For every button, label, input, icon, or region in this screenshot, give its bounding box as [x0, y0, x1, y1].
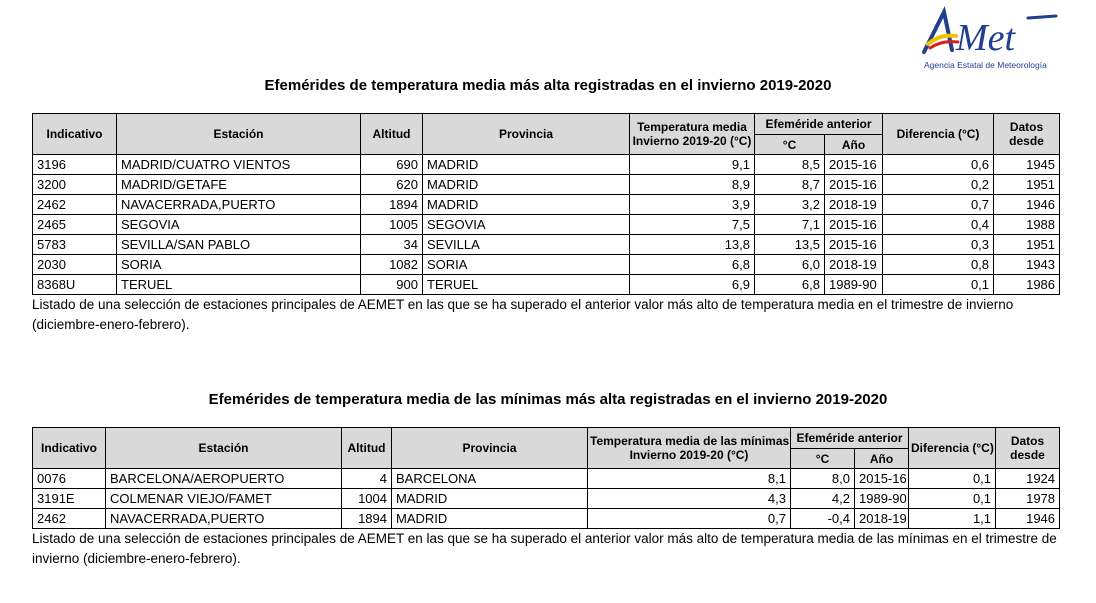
cell-datos-desde: 1945: [994, 155, 1060, 175]
cell-diferencia: 0,1: [909, 469, 996, 489]
cell-indicativo: 5783: [33, 235, 117, 255]
col-altitud: Altitud: [361, 114, 423, 155]
table-row: [33, 275, 1060, 295]
table-row: [33, 215, 1060, 235]
cell-efemeride-anio: 2018-19: [825, 195, 883, 215]
cell-datos-desde: 1951: [994, 235, 1060, 255]
cell-efemeride-anio: 2015-16: [825, 175, 883, 195]
cell-efemeride-anio: 1989-90: [855, 489, 909, 509]
cell-provincia: MADRID: [423, 175, 630, 195]
cell-diferencia: 0,2: [883, 175, 994, 195]
aemet-logo-mark: [916, 4, 1066, 64]
cell-efemeride-anio: 2015-16: [825, 235, 883, 255]
cell-diferencia: 0,1: [883, 275, 994, 295]
cell-indicativo: 3191E: [33, 489, 106, 509]
cell-efemeride-anio: 2015-16: [855, 469, 909, 489]
table-row: [33, 175, 1060, 195]
col-diferencia: Diferencia (°C): [883, 114, 994, 155]
aemet-logo: [916, 4, 1066, 70]
cell-altitud: 1005: [361, 215, 423, 235]
col-datos-line1: Datos: [1010, 434, 1045, 448]
col-temperatura-line1: Temperatura media: [637, 120, 747, 134]
col-efemeride-anio: Año: [825, 135, 883, 155]
cell-efemeride-c: 8,5: [755, 155, 825, 175]
cell-efemeride-anio: 2015-16: [825, 215, 883, 235]
cell-provincia: TERUEL: [423, 275, 630, 295]
cell-datos-desde: 1943: [994, 255, 1060, 275]
cell-altitud: 1004: [342, 489, 392, 509]
cell-datos-desde: 1951: [994, 175, 1060, 195]
cell-diferencia: 0,3: [883, 235, 994, 255]
table-row: [33, 255, 1060, 275]
cell-datos-desde: 1924: [996, 469, 1060, 489]
cell-altitud: 1894: [342, 509, 392, 529]
cell-efemeride-anio: 2018-19: [855, 509, 909, 529]
logo-subtitle: Agencia Estatal de Meteorología: [924, 60, 1047, 70]
col-datos-line1: Datos: [1009, 120, 1044, 134]
cell-altitud: 1082: [361, 255, 423, 275]
cell-estacion: SORIA: [117, 255, 361, 275]
cell-provincia: SEGOVIA: [423, 215, 630, 235]
cell-indicativo: 2462: [33, 509, 106, 529]
cell-provincia: BARCELONA: [392, 469, 588, 489]
col-efemeride: Efeméride anterior: [755, 114, 883, 135]
cell-indicativo: 3200: [33, 175, 117, 195]
cell-estacion: BARCELONA/AEROPUERTO: [106, 469, 342, 489]
col-datos-desde: [996, 428, 1060, 469]
cell-provincia: SEVILLA: [423, 235, 630, 255]
col-temperatura: [630, 114, 755, 155]
col-estacion: Estación: [117, 114, 361, 155]
col-temperatura-line2: Invierno 2019-20 (°C): [632, 134, 752, 148]
cell-efemeride-c: 4,2: [791, 489, 855, 509]
table2: [32, 427, 1060, 529]
cell-indicativo: 3196: [33, 155, 117, 175]
cell-temperatura: 4,3: [588, 489, 791, 509]
cell-diferencia: 1,1: [909, 509, 996, 529]
cell-temperatura: 9,1: [630, 155, 755, 175]
cell-temperatura: 3,9: [630, 195, 755, 215]
cell-temperatura: 13,8: [630, 235, 755, 255]
cell-temperatura: 7,5: [630, 215, 755, 235]
cell-diferencia: 0,8: [883, 255, 994, 275]
col-temperatura-line1: Temperatura media de las mínimas: [590, 434, 790, 448]
cell-provincia: MADRID: [423, 195, 630, 215]
cell-estacion: NAVACERRADA,PUERTO: [117, 195, 361, 215]
cell-indicativo: 8368U: [33, 275, 117, 295]
cell-estacion: TERUEL: [117, 275, 361, 295]
col-provincia: Provincia: [423, 114, 630, 155]
cell-provincia: MADRID: [423, 155, 630, 175]
cell-efemeride-c: 3,2: [755, 195, 825, 215]
cell-temperatura: 6,9: [630, 275, 755, 295]
cell-estacion: NAVACERRADA,PUERTO: [106, 509, 342, 529]
cell-estacion: MADRID/GETAFE: [117, 175, 361, 195]
cell-estacion: COLMENAR VIEJO/FAMET: [106, 489, 342, 509]
col-altitud: Altitud: [342, 428, 392, 469]
col-datos-desde: [994, 114, 1060, 155]
cell-datos-desde: 1986: [994, 275, 1060, 295]
col-provincia: Provincia: [392, 428, 588, 469]
table-row: [33, 469, 1060, 489]
cell-diferencia: 0,1: [909, 489, 996, 509]
cell-altitud: 620: [361, 175, 423, 195]
cell-datos-desde: 1946: [994, 195, 1060, 215]
cell-provincia: MADRID: [392, 489, 588, 509]
cell-provincia: SORIA: [423, 255, 630, 275]
cell-datos-desde: 1978: [996, 489, 1060, 509]
cell-altitud: 690: [361, 155, 423, 175]
table1-note: Listado de una selección de estaciones principales de AEMET en las que se ha superado el anterior valor más alto de temperatura media en el trimestre de invierno (diciembre-enero-febrero).: [32, 297, 1014, 332]
col-temperatura: [588, 428, 791, 469]
cell-datos-desde: 1988: [994, 215, 1060, 235]
col-efemeride: Efeméride anterior: [791, 428, 909, 449]
col-efemeride-c: °C: [791, 449, 855, 469]
col-diferencia: Diferencia (°C): [909, 428, 996, 469]
table-row: [33, 489, 1060, 509]
table-row: [33, 235, 1060, 255]
cell-efemeride-c: 13,5: [755, 235, 825, 255]
cell-efemeride-c: 6,8: [755, 275, 825, 295]
col-efemeride-c: °C: [755, 135, 825, 155]
cell-diferencia: 0,7: [883, 195, 994, 215]
cell-temperatura: 8,1: [588, 469, 791, 489]
table-row: [33, 509, 1060, 529]
col-indicativo: Indicativo: [33, 428, 106, 469]
cell-efemeride-c: 8,0: [791, 469, 855, 489]
table-row: [33, 155, 1060, 175]
cell-indicativo: 0076: [33, 469, 106, 489]
col-efemeride-anio: Año: [855, 449, 909, 469]
svg-text:Met: Met: [956, 17, 1016, 59]
col-estacion: Estación: [106, 428, 342, 469]
cell-provincia: MADRID: [392, 509, 588, 529]
cell-datos-desde: 1946: [996, 509, 1060, 529]
cell-altitud: 1894: [361, 195, 423, 215]
cell-temperatura: 0,7: [588, 509, 791, 529]
cell-efemeride-anio: 2018-19: [825, 255, 883, 275]
cell-indicativo: 2465: [33, 215, 117, 235]
cell-efemeride-anio: 1989-90: [825, 275, 883, 295]
cell-indicativo: 2462: [33, 195, 117, 215]
cell-diferencia: 0,6: [883, 155, 994, 175]
col-temperatura-line2: Invierno 2019-20 (°C): [629, 448, 749, 462]
cell-diferencia: 0,4: [883, 215, 994, 235]
col-indicativo: Indicativo: [33, 114, 117, 155]
cell-temperatura: 6,8: [630, 255, 755, 275]
table1-title: Efemérides de temperatura media más alta registradas en el invierno 2019-2020: [264, 77, 832, 94]
cell-efemeride-c: 7,1: [755, 215, 825, 235]
cell-altitud: 34: [361, 235, 423, 255]
cell-estacion: SEGOVIA: [117, 215, 361, 235]
table-row: [33, 195, 1060, 215]
cell-estacion: MADRID/CUATRO VIENTOS: [117, 155, 361, 175]
cell-indicativo: 2030: [33, 255, 117, 275]
cell-efemeride-c: -0,4: [791, 509, 855, 529]
table2-title: Efemérides de temperatura media de las mínimas más alta registradas en el invierno 2019-2020: [208, 391, 888, 408]
cell-temperatura: 8,9: [630, 175, 755, 195]
cell-altitud: 900: [361, 275, 423, 295]
table2-note: Listado de una selección de estaciones principales de AEMET en las que se ha superado el anterior valor más alto de temperatura media de las mínimas en el trimestre de invierno (diciembre-enero-febrero).: [32, 531, 1057, 566]
cell-efemeride-c: 6,0: [755, 255, 825, 275]
table1: [32, 113, 1060, 295]
cell-estacion: SEVILLA/SAN PABLO: [117, 235, 361, 255]
cell-efemeride-anio: 2015-16: [825, 155, 883, 175]
col-datos-line2: desde: [1009, 134, 1044, 148]
cell-altitud: 4: [342, 469, 392, 489]
cell-efemeride-c: 8,7: [755, 175, 825, 195]
col-datos-line2: desde: [1010, 448, 1045, 462]
